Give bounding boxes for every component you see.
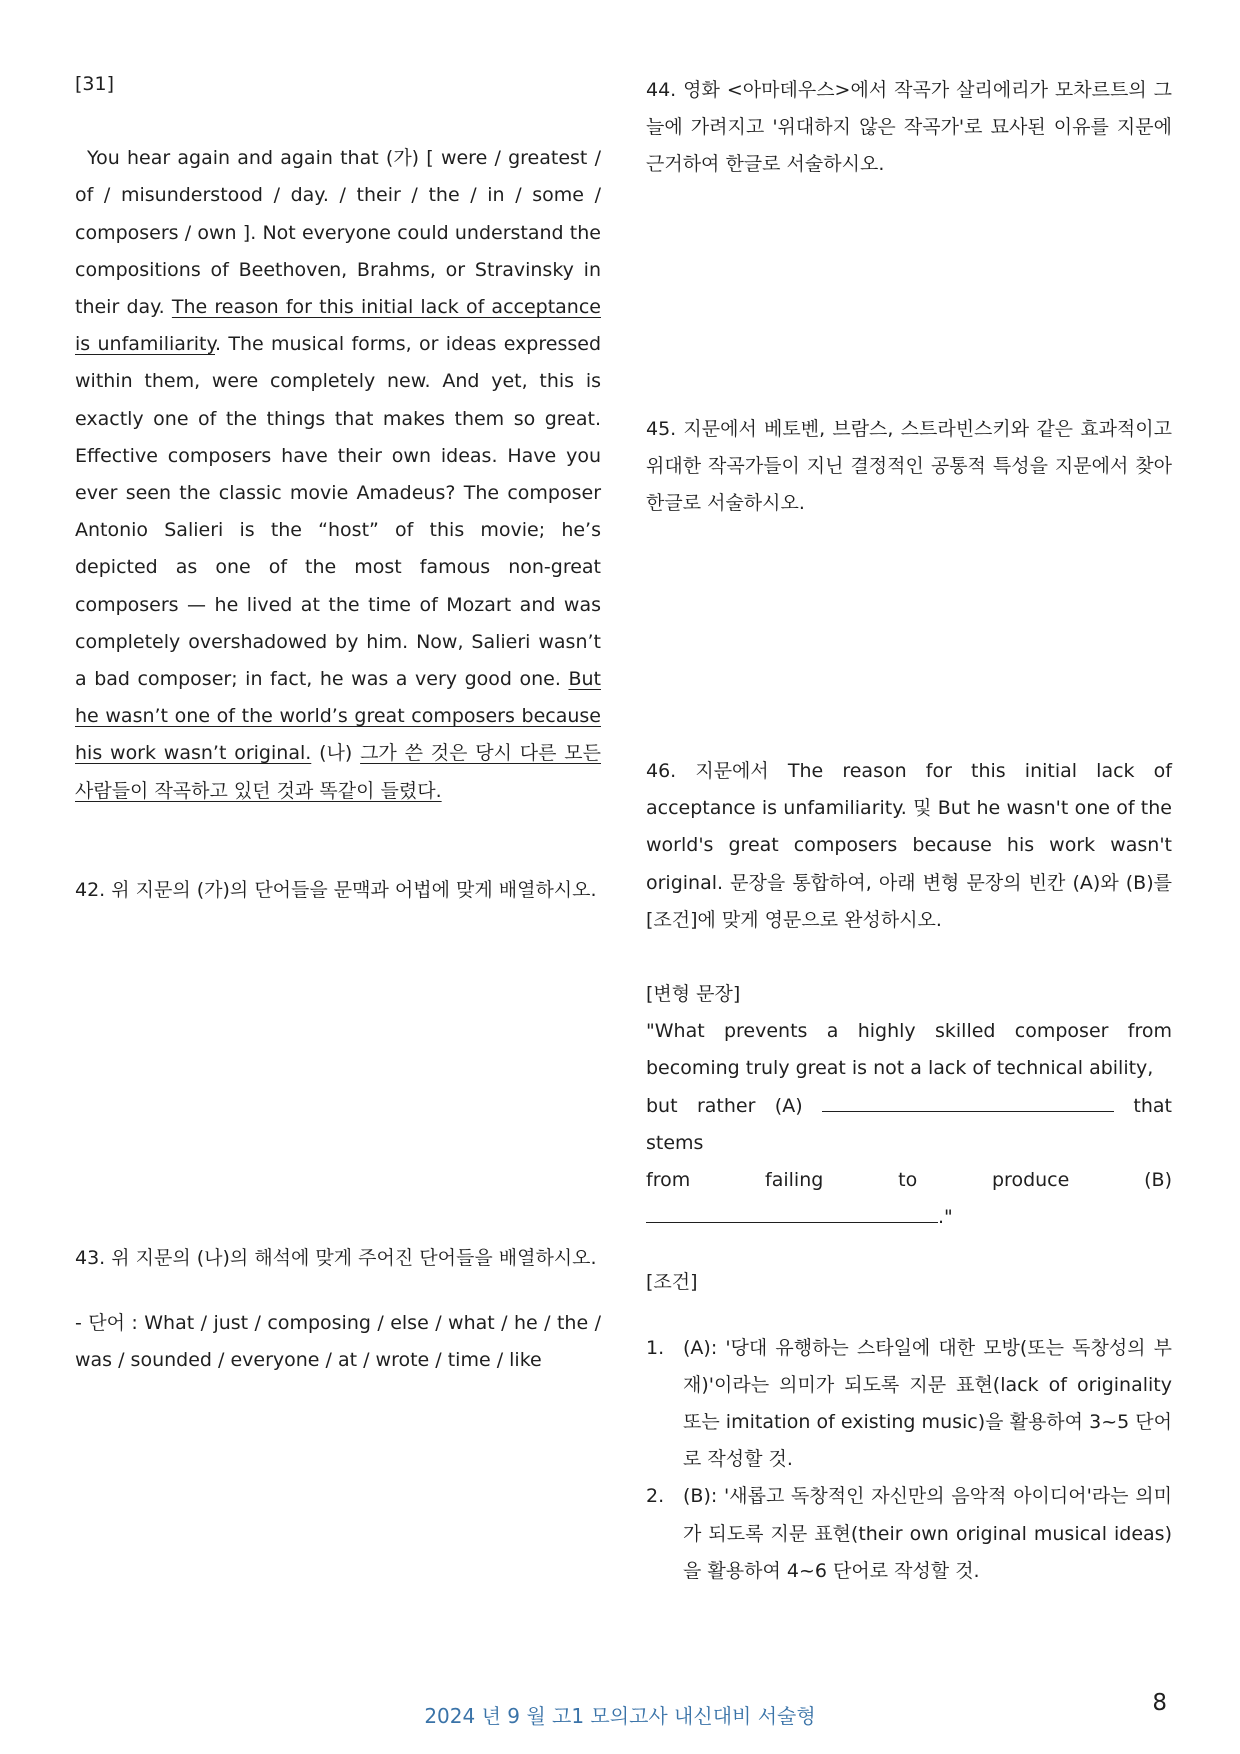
transform-label: [변형 문장]	[646, 983, 741, 1006]
condition-list	[646, 1330, 1172, 1590]
transform-sentence-4	[646, 1199, 1172, 1236]
condition-text: (B): '새롭고 독창적인 자신만의 음악적 아이디어'라는 의미가 되도록 지문 표현(their own original musical ideas)을 활용하여 4~6 단어로 작성할 것.	[683, 1485, 1172, 1582]
underline-sentence-2: But he wasn’t one of the world’s great composers because his work wasn’t original.	[75, 668, 601, 765]
transform-sentence-2b: that stems	[646, 1094, 1172, 1154]
question-44	[646, 72, 1172, 184]
condition-number: 2.	[646, 1485, 665, 1508]
left-column	[75, 66, 601, 810]
blank-a	[822, 1091, 1114, 1112]
transform-sentence-3: from failing to produce (B)	[646, 1169, 1172, 1192]
page-number: 8	[1152, 1690, 1167, 1716]
question-44-text: 44. 영화 <아마데우스>에서 작곡가 살리에리가 모차르트의 그늘에 가려지고 '위대하지 않은 작곡가'로 묘사된 이유를 지문에 근거하여 한글로 서술하시오.	[646, 79, 1172, 176]
passage-text-2: . The musical forms, or ideas expressed within them, were completely new. And yet, this is exactly one of the things that makes them so great. Effective composers have their own ideas. Have you ever seen the classic movie Amadeus? The composer Antonio Salieri is the “host” of this movie; he’s depicted as one of the most famous non-great composers — he lived at the time of Mozart and was completely overshadowed by him. Now, Salieri wasn’t a bad composer; in fact, he was a very good one.	[75, 333, 602, 691]
question-43-text: 43. 위 지문의 (나)의 해석에 맞게 주어진 단어들을 배열하시오.	[75, 1247, 597, 1269]
transform-sentence-2a: but rather (A)	[646, 1094, 823, 1117]
condition-text: (A): '당대 유행하는 스타일에 대한 모방(또는 독창성의 부재)'이라는 의미가 되도록 지문 표현(lack of originality 또는 imitation of existing music)을 활용하여 3~5 단어로 작성할 것.	[683, 1336, 1172, 1471]
question-46-text: 46. 지문에서 The reason for this initial lack of acceptance is unfamiliarity. 및 But he wasn't one of the world's great composers because his work wasn't original. 문장을 통합하여, 아래 변형 문장의 빈칸 (A)와 (B)를 [조건]에 맞게 영문으로 완성하시오.	[646, 760, 1172, 931]
question-42-text: 42. 위 지문의 (가)의 단어들을 문맥과 어법에 맞게 배열하시오.	[75, 879, 597, 901]
question-45-text: 45. 지문에서 베토벤, 브람스, 스트라빈스키와 같은 효과적이고 위대한 작곡가들이 지닌 결정적인 공통적 특성을 지문에서 찾아 한글로 서술하시오.	[646, 418, 1172, 515]
passage-ref: [31]	[75, 73, 115, 95]
condition-label: [조건]	[646, 1271, 698, 1294]
question-45	[646, 411, 1172, 523]
condition-item	[646, 1478, 1172, 1590]
question-42	[75, 872, 601, 909]
passage-text-1: You hear again and again that (가) [ were / greatest / of / misunderstood / day. / their / the / in / some / composers / own ]. Not everyone could understand the compositions of Beethoven, Brahms, or Stravinsky in their day.	[75, 147, 601, 319]
underline-sentence-1: The reason for this initial lack of acceptance is unfamiliarity	[75, 296, 601, 356]
question-43-words: - 단어 : What / just / composing / else / what / he / the / was / sounded / everyone / at / wrote / time / like	[75, 1312, 601, 1372]
transform-sentence-1: "What prevents a highly skilled composer from becoming truly great is not a lack of technical ability,	[646, 1020, 1172, 1080]
condition-item	[646, 1330, 1172, 1479]
page-footer: 2024 년 9 월 고1 모의고사 내신대비 서술형	[424, 1704, 816, 1728]
transform-sentence-end: ."	[938, 1206, 953, 1229]
blank-b	[646, 1202, 938, 1223]
question-43	[75, 1240, 601, 1380]
passage-text-3: (나)	[311, 742, 361, 765]
condition-number: 1.	[646, 1336, 665, 1359]
passage	[75, 140, 601, 810]
underline-sentence-3: 그가 쓴 것은 당시 다른 모든 사람들이 작곡하고 있던 것과 똑같이 들렸다.	[75, 742, 601, 802]
question-46	[646, 753, 1172, 1590]
transform-sentence-2	[646, 1088, 1172, 1162]
